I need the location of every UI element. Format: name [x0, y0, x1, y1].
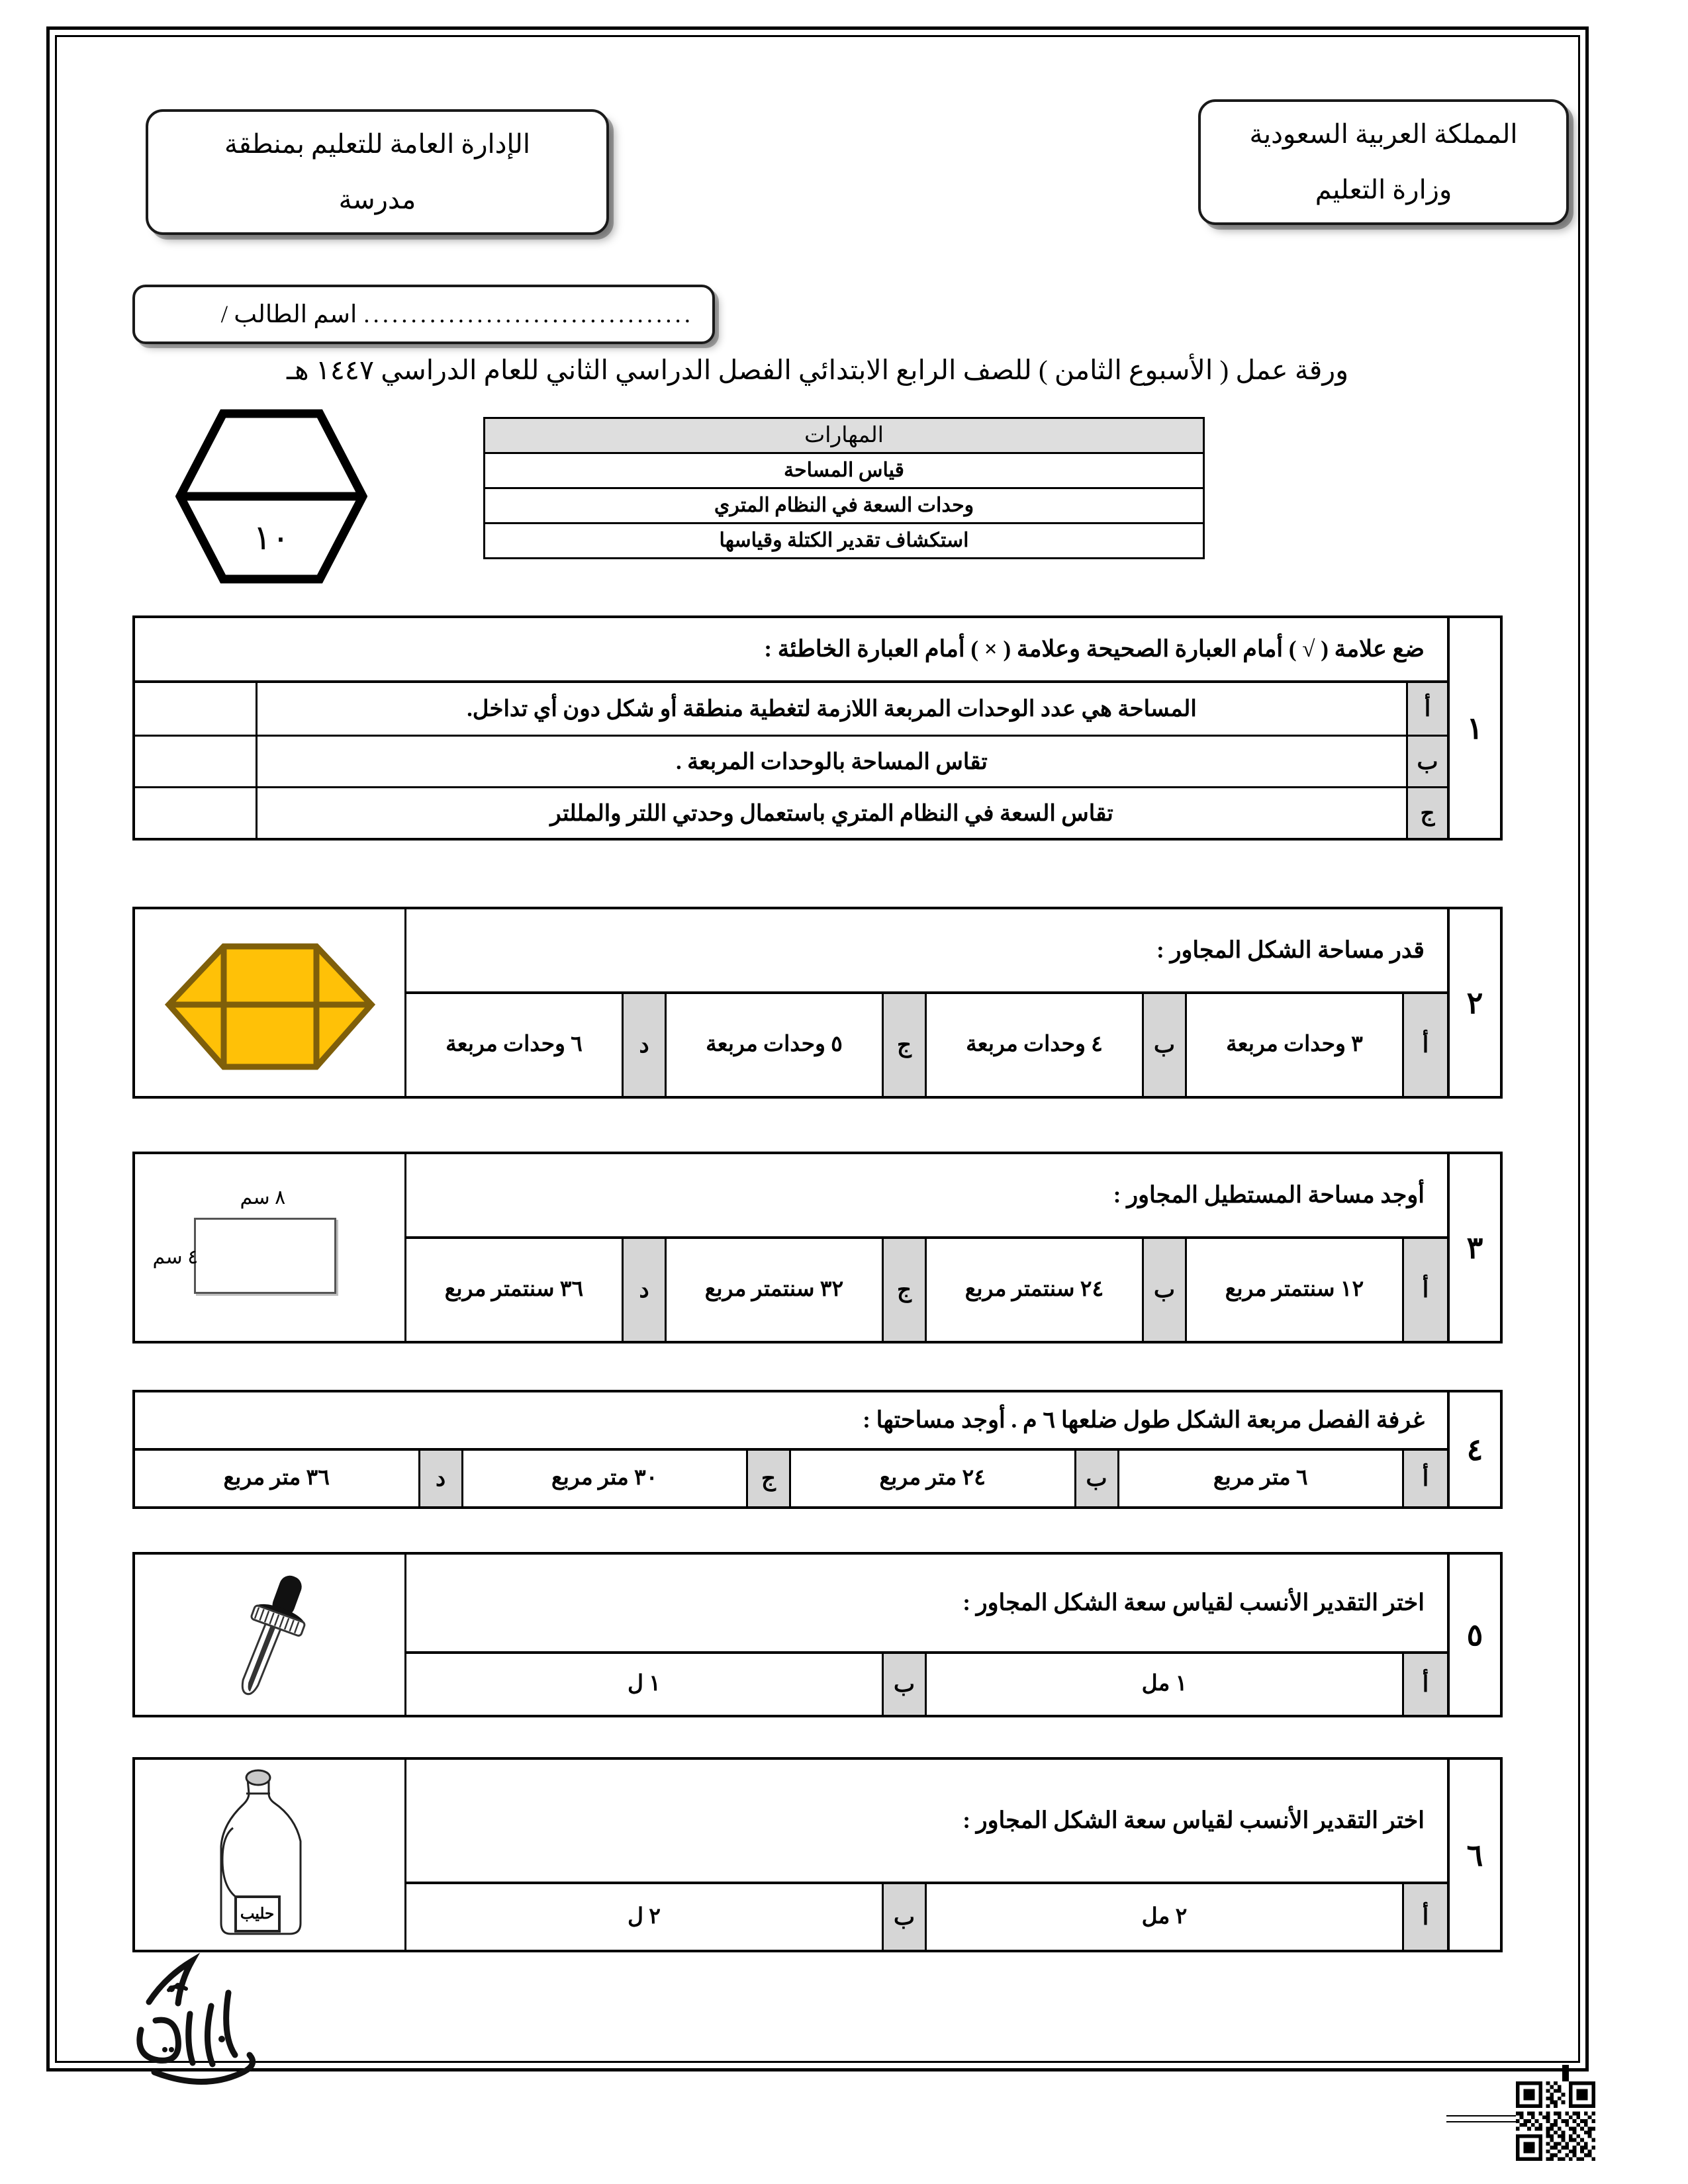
- question-stem: اختر التقدير الأنسب لقياس سعة الشكل المجاور :: [406, 1760, 1447, 1884]
- score-hexagon: [175, 407, 367, 586]
- question-number: ٢: [1447, 909, 1500, 1096]
- rectangle-side-label: ٤ سم: [152, 1246, 199, 1268]
- choice-text[interactable]: [463, 1451, 747, 1506]
- choice-letter: ج: [882, 1239, 927, 1341]
- table-row: [485, 523, 1204, 559]
- statement-row: [135, 786, 1447, 838]
- choice-text[interactable]: [927, 1884, 1402, 1950]
- question-2: [132, 907, 1503, 1099]
- choice-label: ٤ وحدات مربعة: [966, 1032, 1103, 1057]
- statement-text: تقاس المساحة بالوحدات المربعة .: [676, 749, 988, 774]
- choice-label: ١٢ سنتمتر مربع: [1225, 1277, 1364, 1302]
- qr-code-icon[interactable]: [1516, 2081, 1595, 2161]
- question-6: [132, 1757, 1503, 1952]
- answer-box[interactable]: [135, 737, 258, 786]
- choice-letter: أ: [1402, 1239, 1447, 1341]
- skills-table: [483, 417, 1205, 559]
- question-3: [132, 1152, 1503, 1343]
- table-row: [485, 488, 1204, 523]
- choice-text[interactable]: [1119, 1451, 1403, 1506]
- choices-row: [406, 1884, 1447, 1950]
- choice-text[interactable]: [135, 1451, 418, 1506]
- kingdom-label: المملكة العربية السعودية: [1249, 119, 1518, 149]
- question-number: ٥: [1447, 1555, 1500, 1715]
- hexagon-grid-shape-icon: [161, 927, 379, 1079]
- choice-letter: ب: [882, 1654, 927, 1715]
- rectangle-shape: [194, 1218, 336, 1294]
- ministry-label: وزارة التعليم: [1315, 175, 1452, 205]
- choice-text[interactable]: [927, 1654, 1402, 1715]
- question-number: ٣: [1447, 1154, 1500, 1341]
- question-stem: أوجد مساحة المستطيل المجاور :: [406, 1154, 1447, 1239]
- answer-box[interactable]: [135, 788, 258, 838]
- choices-row: [135, 1451, 1447, 1506]
- choice-text[interactable]: [406, 1239, 622, 1341]
- choice-letter: ب: [1142, 1239, 1187, 1341]
- skill-item-2: وحدات السعة في النظام المتري: [485, 488, 1204, 523]
- student-name-dots: ...................................: [363, 300, 694, 328]
- choice-label: ١ مل: [1141, 1672, 1188, 1696]
- choice-label: ٢٤ سنتمتر مربع: [964, 1277, 1104, 1302]
- choice-letter: ج: [746, 1451, 791, 1506]
- question-stem: غرفة الفصل مربعة الشكل طول ضلعها ٦ م . أوجد مساحتها :: [135, 1392, 1447, 1451]
- milk-jug-icon: [184, 1767, 356, 1942]
- choice-label: ٣٠ متر مربع: [551, 1466, 658, 1490]
- department-label: الإدارة العامة للتعليم بمنطقة: [224, 129, 530, 159]
- student-name-field[interactable]: [132, 285, 715, 344]
- choices-row: [406, 1654, 1447, 1715]
- choices-row: [406, 1239, 1447, 1341]
- choice-text[interactable]: [667, 994, 882, 1096]
- choice-text[interactable]: [1187, 994, 1402, 1096]
- choice-label: ٢٤ متر مربع: [879, 1466, 986, 1490]
- choice-label: ٣ وحدات مربعة: [1226, 1032, 1363, 1057]
- choice-letter: ب: [1074, 1451, 1119, 1506]
- dropper-icon: [187, 1564, 353, 1706]
- choices-row: [406, 994, 1447, 1096]
- choice-text[interactable]: [791, 1451, 1074, 1506]
- question-stem: قدر مساحة الشكل المجاور :: [406, 909, 1447, 994]
- statement-row: [135, 735, 1447, 786]
- choice-label: ٣٢ سنتمتر مربع: [704, 1277, 844, 1302]
- teacher-signature: [129, 1942, 301, 2095]
- table-row: [485, 418, 1204, 453]
- choice-label: ٥ وحدات مربعة: [706, 1032, 843, 1057]
- choice-letter: أ: [1402, 1654, 1447, 1715]
- score-value: ١٠: [253, 520, 290, 557]
- question-number: ١: [1447, 618, 1500, 838]
- choice-letter: ج: [882, 994, 927, 1096]
- statement-letter: أ: [1406, 683, 1447, 735]
- milk-jug-label: حليب: [240, 1905, 275, 1922]
- choice-text[interactable]: [927, 994, 1142, 1096]
- statement-row: [135, 683, 1447, 735]
- choice-letter: أ: [1402, 994, 1447, 1096]
- choice-text[interactable]: [406, 1884, 882, 1950]
- choice-label: ١ ل: [628, 1672, 661, 1696]
- statement-text: المساحة هي عدد الوحدات المربعة اللازمة لتغطية منطقة أو شكل دون أي تداخل.: [467, 697, 1197, 721]
- statement-letter: ب: [1406, 737, 1447, 786]
- choice-label: ٢ ل: [628, 1904, 661, 1929]
- choice-label: ٢ مل: [1141, 1904, 1188, 1929]
- table-row: [485, 453, 1204, 488]
- choice-label: ٣٦ سنتمتر مربع: [444, 1277, 584, 1302]
- choice-letter: د: [622, 1239, 667, 1341]
- skill-item-3: استكشاف تقدير الكتلة وقياسها: [485, 523, 1204, 559]
- choice-letter: ب: [1142, 994, 1187, 1096]
- school-label: مدرسة: [338, 185, 416, 214]
- page-title: ورقة عمل ( الأسبوع الثامن ) للصف الرابع الابتدائي الفصل الدراسي الثاني للعام الدراسي ١٤٤٧ هـ: [286, 355, 1349, 385]
- choice-label: ٦ متر مربع: [1213, 1466, 1308, 1490]
- figure-cell: [135, 909, 406, 1096]
- answer-box[interactable]: [135, 683, 258, 735]
- choice-letter: أ: [1402, 1451, 1447, 1506]
- choice-label: ٦ وحدات مربعة: [445, 1032, 583, 1057]
- figure-cell: [135, 1555, 406, 1715]
- education-department-box: [146, 109, 609, 235]
- choice-letter: د: [622, 994, 667, 1096]
- figure-cell: [135, 1760, 406, 1950]
- question-4: [132, 1390, 1503, 1509]
- worksheet-content: [46, 26, 1589, 2071]
- skills-table-header: المهارات: [485, 418, 1204, 453]
- choice-label: ٣٦ متر مربع: [223, 1466, 330, 1490]
- choice-text[interactable]: [927, 1239, 1142, 1341]
- choice-text[interactable]: [1187, 1239, 1402, 1341]
- choice-text[interactable]: [667, 1239, 882, 1341]
- question-1: [132, 615, 1503, 841]
- rectangle-top-label: ٨ سم: [240, 1187, 286, 1208]
- rectangle-with-dimensions-icon: [152, 1171, 379, 1324]
- statement-text: تقاس السعة في النظام المتري باستعمال وحدتي اللتر والمللتر: [550, 801, 1113, 826]
- choice-letter: أ: [1402, 1884, 1447, 1950]
- student-name-label: اسم الطالب /: [220, 301, 357, 328]
- statement-letter: ج: [1406, 788, 1447, 838]
- qr-tick-mark: [1562, 2065, 1569, 2082]
- question-stem: اختر التقدير الأنسب لقياس سعة الشكل المجاور :: [406, 1555, 1447, 1654]
- choice-letter: ب: [882, 1884, 927, 1950]
- choice-text[interactable]: [406, 994, 622, 1096]
- question-number: ٦: [1447, 1760, 1500, 1950]
- ministry-header-box: [1198, 99, 1569, 225]
- question-number: ٤: [1447, 1392, 1500, 1506]
- question-5: [132, 1552, 1503, 1717]
- choice-letter: د: [418, 1451, 463, 1506]
- question-stem: ضع علامة ( √ ) أمام العبارة الصحيحة وعلامة ( × ) أمام العبارة الخاطئة :: [135, 618, 1447, 683]
- skill-item-1: قياس المساحة: [485, 453, 1204, 488]
- figure-cell: [135, 1154, 406, 1341]
- divider-line: [1446, 2115, 1526, 2122]
- choice-text[interactable]: [406, 1654, 882, 1715]
